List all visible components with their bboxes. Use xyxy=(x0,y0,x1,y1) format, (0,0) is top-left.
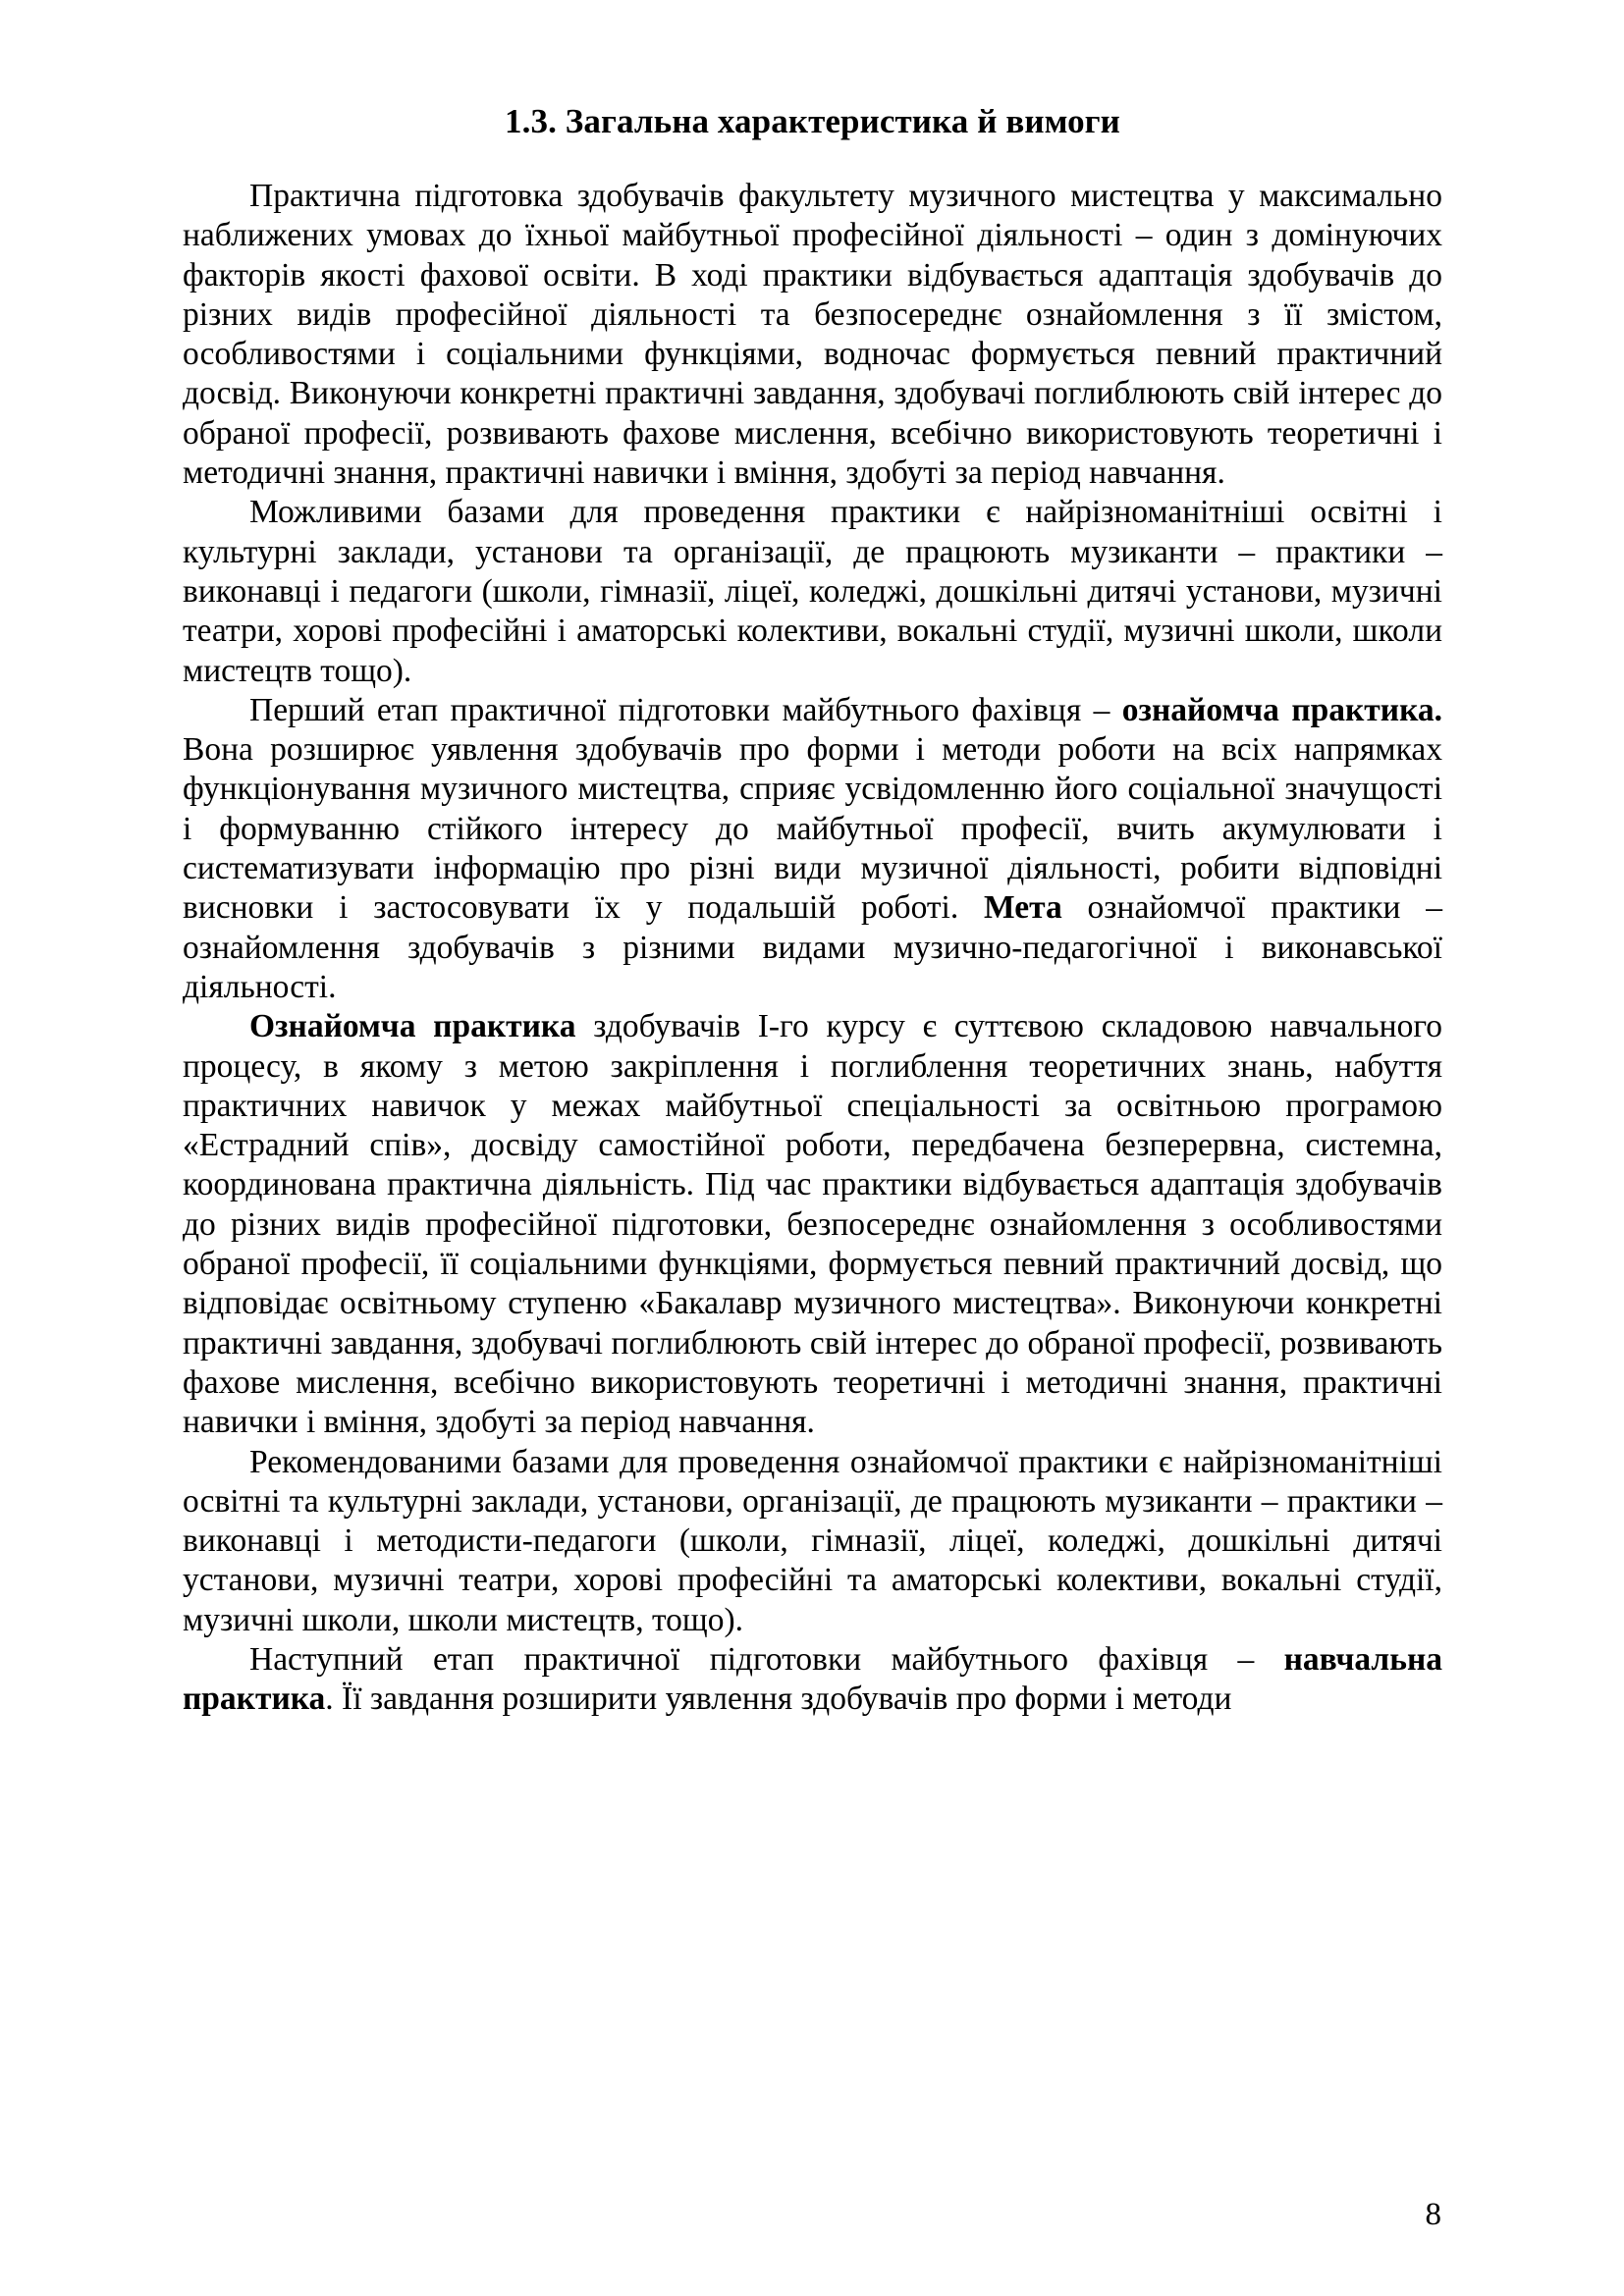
paragraph xyxy=(183,1640,1442,1720)
emphasis-text: навчальна практика xyxy=(183,1640,1442,1718)
paragraph xyxy=(183,177,1442,493)
text-run: Перший етап практичної підготовки майбутнього фахівця – xyxy=(249,691,1122,728)
text-run: ознайомчої практики – ознайомлення здобувачів з різними видами музично-педагогічної і виконавської діяльності. xyxy=(183,889,1443,1005)
paragraph xyxy=(183,1007,1442,1442)
text-run: Вона розширює уявлення здобувачів про форми і методи роботи на всіх напрямках функціонування музичного мистецтва, сприяє усвідомленню його соціальної значущості і формуванню стійкого інтересу до майбутньої професії, вчить акумулювати і систематизувати інформацію про різні види музичної діяльності, робити відповідні висновки і застосовувати їх у подальшій роботі. xyxy=(183,731,1442,927)
emphasis-text: ознайомча практика. xyxy=(1121,691,1442,728)
text-run: Практична підготовка здобувачів факультету музичного мистецтва у максимально наближених умовах до їхньої майбутньої професійної діяльності – один з домінуючих факторів якості фахової освіти. В ході практики відбувається адаптація здобувачів до різних видів професійної діяльності та безпосереднє ознайомлення з її змістом, особливостями і соціальними функціями, водночас формується певний практичний досвід. Виконуючи конкретні практичні завдання, здобувачі поглиблюють свій інтерес до обраної професії, розвивають фахове мислення, всебічно використовують теоретичні і методичні знання, практичні навички і вміння, здобуті за період навчання. xyxy=(183,178,1442,492)
paragraph xyxy=(183,691,1442,1007)
text-run: Наступний етап практичної підготовки майбутнього фахівця – xyxy=(249,1640,1284,1678)
emphasis-text: Ознайомча практика xyxy=(249,1008,576,1045)
text-run: здобувачів І-го курсу є суттєвою складовою навчального процесу, в якому з метою закріплення і поглиблення теоретичних знань, набуття практичних навичок у межах майбутньої спеціальності за освітньою програмою «Естрадний спів», досвіду самостійної роботи, передбачена безперервна, системна, координована практична діяльність. Під час практики відбувається адаптація здобувачів до різних видів професійної підготовки, безпосереднє ознайомлення з особливостями обраної професії, її соціальними функціями, формується певний практичний досвід, що відповідає освітньому ступеню «Бакалавр музичного мистецтва». Виконуючи конкретні практичні завдання, здобувачі поглиблюють свій інтерес до обраної професії, розвивають фахове мислення, всебічно використовують теоретичні і методичні знання, практичні навички і вміння, здобуті за період навчання. xyxy=(183,1008,1442,1441)
text-run: Можливими базами для проведення практики є найрізноманітніші освітні і культурні заклади, установи та організації, де працюють музиканти – практики – виконавці і педагоги (школи, гімназії, ліцеї, коледжі, дошкільні дитячі установи, музичні театри, хорові професійні і аматорські колективи, вокальні студії, музичні школи, школи мистецтв тощо). xyxy=(183,494,1442,689)
text-run: Рекомендованими базами для проведення ознайомчої практики є найрізноманітніші освітні та культурні заклади, установи, організації, де працюють музиканти – практики – виконавці і методисти-педагоги (школи, гімназії, ліцеї, коледжі, дошкільні дитячі установи, музичні театри, хорові професійні та аматорські колективи, вокальні студії, музичні школи, школи мистецтв, тощо). xyxy=(183,1443,1442,1638)
text-run: . Її завдання розширити уявлення здобувачів про форми і методи xyxy=(325,1681,1232,1718)
page-content xyxy=(183,102,1442,1720)
page-title: 1.3. Загальна характеристика й вимоги xyxy=(505,102,1120,140)
page-number: 8 xyxy=(1425,2197,1441,2232)
body-text xyxy=(183,177,1442,1720)
paragraph xyxy=(183,1443,1442,1640)
paragraph xyxy=(183,493,1442,690)
emphasis-text: Мета xyxy=(984,889,1062,927)
